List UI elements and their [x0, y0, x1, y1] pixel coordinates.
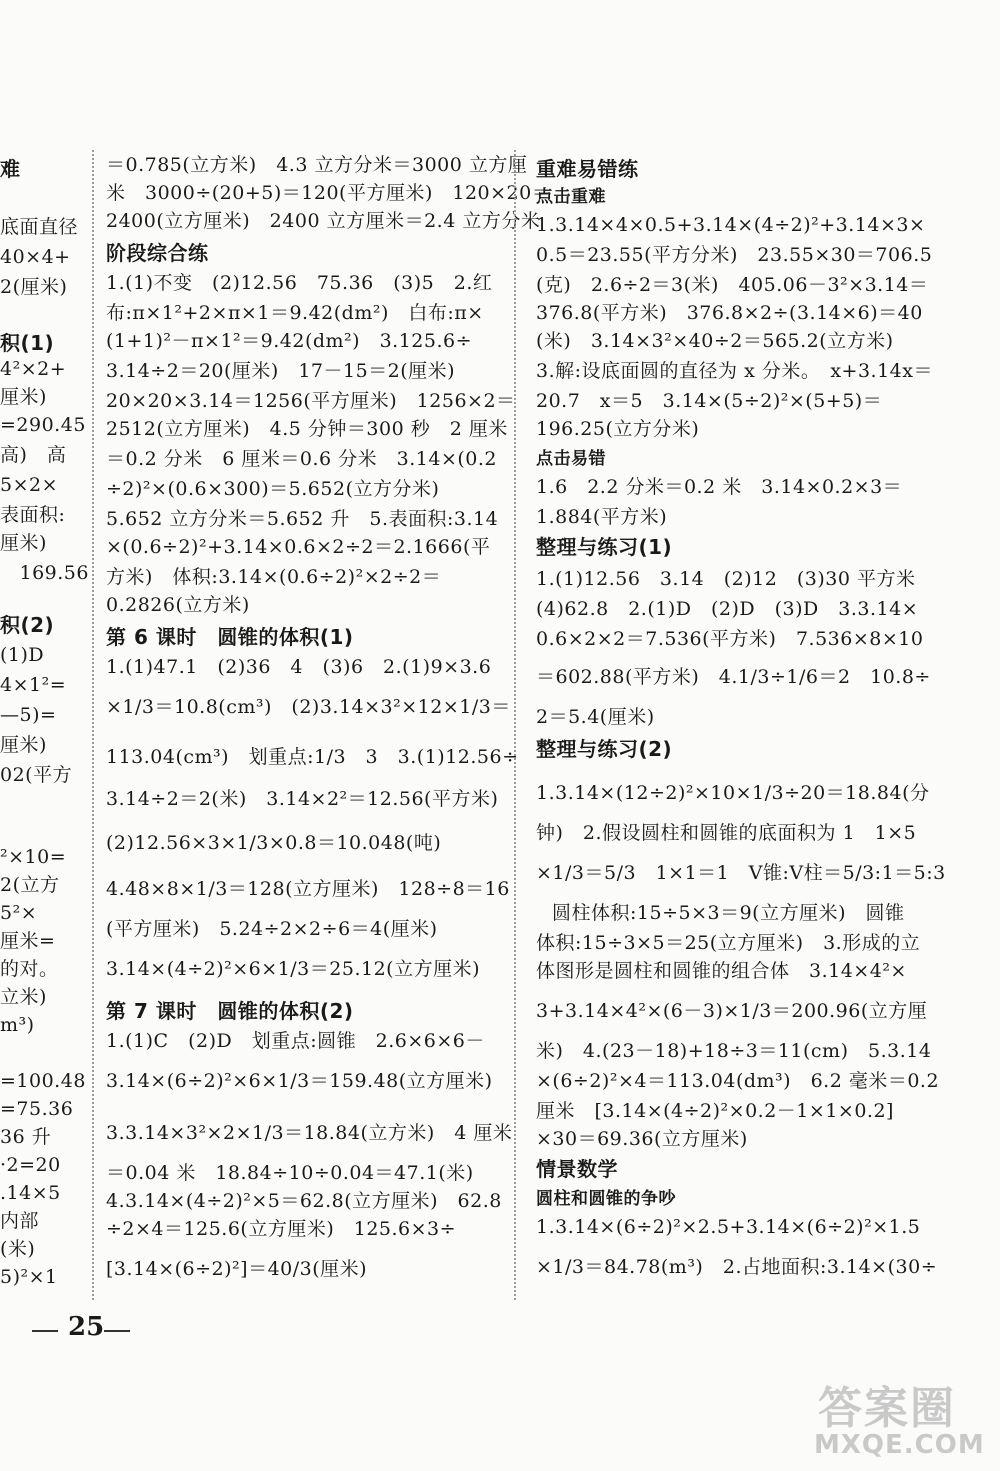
- text-line: 厘米): [0, 532, 47, 554]
- text-line: ×1/3＝10.8(cm³) (2)3.14×3²×12×1/3＝: [106, 696, 511, 718]
- text-line: 1.(1)47.1 (2)36 4 (3)6 2.(1)9×3.6: [106, 656, 492, 678]
- text-line: 内部: [0, 1210, 40, 1232]
- text-line: 36 升: [0, 1126, 52, 1148]
- text-line: 圆柱体积:15÷5×3＝9(立方厘米) 圆锥: [552, 902, 905, 924]
- text-line: 1.(1)不变 (2)12.56 75.36 (3)5 2.红: [106, 272, 493, 294]
- page-number-dash: [32, 1330, 58, 1332]
- text-line: 3+3.14×4²×(6－3)×1/3＝200.96(立方厘: [536, 1000, 928, 1022]
- text-line: 1.3.14×(6÷2)²×2.5+3.14×(6÷2)²×1.5: [536, 1216, 921, 1238]
- text-line: 的对。: [0, 958, 59, 980]
- text-line: 体图形是圆柱和圆锥的组合体 3.14×4²×: [536, 960, 907, 982]
- text-line: (克) 2.6÷2＝3(米) 405.06－3²×3.14＝: [536, 274, 929, 296]
- text-line: 难: [0, 157, 21, 181]
- text-line: ＝0.2 分米 6 厘米＝0.6 分米 3.14×(0.2: [106, 448, 497, 470]
- subsection-heading: 点击重难: [536, 187, 606, 207]
- text-line: [3.14×(6÷2)²]＝40/3(厘米): [106, 1258, 368, 1280]
- section-heading: 第 7 课时 圆锥的体积(2): [106, 999, 354, 1023]
- watermark-url: MXQE.COM: [814, 1430, 985, 1460]
- text-line: 196.25(立方分米): [536, 418, 700, 440]
- text-line: 米 3000÷(20+5)＝120(平方厘米) 120×20＝: [106, 182, 552, 204]
- text-line: ·2=20: [0, 1154, 61, 1176]
- section-heading: 阶段综合练: [106, 241, 209, 265]
- text-line: =290.45: [0, 414, 86, 436]
- text-line: 4×1²=: [0, 674, 67, 696]
- text-line: 2400(立方厘米) 2400 立方厘米＝2.4 立方分米: [106, 210, 541, 232]
- text-line: (4)62.8 2.(1)D (2)D (3)D 3.3.14×: [536, 598, 919, 620]
- text-line: 0.5＝23.55(平方分米) 23.55×30＝706.5: [536, 244, 933, 266]
- text-line: 5.652 立方分米＝5.652 升 5.表面积:3.14: [106, 508, 499, 530]
- text-line: 02(平方: [0, 764, 73, 786]
- text-line: ×30＝69.36(立方厘米): [536, 1128, 748, 1150]
- text-line: ÷2×4＝125.6(立方厘米) 125.6×3÷: [106, 1218, 457, 1240]
- text-line: .14×5: [0, 1182, 61, 1204]
- text-line: 4²×2+: [0, 358, 67, 380]
- text-line: ²×10=: [0, 846, 67, 868]
- section-heading: 第 6 课时 圆锥的体积(1): [106, 625, 354, 649]
- text-line: 40×4+: [0, 246, 71, 268]
- text-line: =100.48: [0, 1070, 86, 1092]
- page-number: 25: [68, 1312, 105, 1342]
- text-line: 376.8(平方米) 376.8×2÷(3.14×6)＝40: [536, 302, 923, 324]
- text-line: 3.14÷2＝20(厘米) 17－15＝2(厘米): [106, 360, 456, 382]
- text-line: 体积:15÷3×5＝25(立方厘米) 3.形成的立: [536, 932, 921, 954]
- column-divider: [514, 150, 516, 1300]
- text-line: —5)=: [0, 704, 57, 726]
- text-line: 5×2×: [0, 474, 59, 496]
- text-line: 2(立方: [0, 874, 60, 896]
- text-line: 1.(1)12.56 3.14 (2)12 (3)30 平方米: [536, 568, 916, 590]
- text-line: (1+1)²－π×1²＝9.42(dm²) 3.125.6÷: [106, 330, 473, 352]
- text-line: 3.14×(4÷2)²×6×1/3＝25.12(立方厘米): [106, 958, 480, 980]
- column-divider: [92, 150, 94, 1300]
- text-line: ＝0.04 米 18.84÷10÷0.04＝47.1(米): [106, 1162, 474, 1184]
- text-line: 积(1): [0, 331, 55, 355]
- text-line: 布:π×1²+2×π×1＝9.42(dm²) 白布:π×: [106, 302, 484, 324]
- text-line: 米) 4.(23－18)+18÷3＝11(cm) 5.3.14: [536, 1040, 932, 1062]
- text-line: ＝0.785(立方米) 4.3 立方分米＝3000 立方厘: [106, 154, 528, 176]
- watermark-logo: 答案圈: [818, 1383, 956, 1434]
- text-line: 113.04(cm³) 划重点:1/3 3 3.(1)12.56÷: [106, 746, 519, 768]
- text-line: 1.(1)C (2)D 划重点:圆锥 2.6×6×6－: [106, 1030, 485, 1052]
- text-line: 表面积:: [0, 504, 66, 526]
- text-line: 169.56: [0, 562, 89, 584]
- text-line: (米): [0, 1238, 36, 1260]
- page-number-dash: [104, 1330, 130, 1332]
- text-line: 厘米 [3.14×(4÷2)²×0.2－1×1×0.2]: [536, 1100, 894, 1122]
- text-line: (米) 3.14×3²×40÷2＝565.2(立方米): [536, 330, 894, 352]
- text-line: 2(厘米): [0, 276, 68, 298]
- text-line: 3.解:设底面圆的直径为 x 分米。 x+3.14x＝: [536, 360, 933, 382]
- text-line: m³): [0, 1014, 35, 1036]
- text-line: (1)D: [0, 644, 45, 666]
- text-line: ×(6÷2)²×4＝113.04(dm³) 6.2 毫米＝0.2: [536, 1070, 940, 1092]
- text-line: ×(0.6÷2)²+3.14×0.6×2÷2＝2.1666(平: [106, 536, 491, 558]
- text-line: 5²×: [0, 902, 38, 924]
- text-line: 积(2): [0, 613, 55, 637]
- text-line: 3.3.14×3²×2×1/3＝18.84(立方米) 4 厘米: [106, 1122, 513, 1144]
- text-line: 1.884(平方米): [536, 506, 668, 528]
- text-line: 1.3.14×(12÷2)²×10×1/3÷20＝18.84(分: [536, 782, 930, 804]
- text-line: ×1/3＝5/3 1×1＝1 V锥:V柱＝5/3:1＝5:3: [536, 862, 946, 884]
- text-line: (平方厘米) 5.24÷2×2÷6＝4(厘米): [106, 918, 438, 940]
- text-line: 厘米=: [0, 930, 56, 952]
- text-line: 厘米): [0, 386, 47, 408]
- subsection-heading: 圆柱和圆锥的争吵: [536, 1189, 676, 1209]
- text-line: ×1/3＝84.78(m³) 2.占地面积:3.14×(30÷: [536, 1256, 938, 1278]
- text-line: 2512(立方厘米) 4.5 分钟＝300 秒 2 厘米: [106, 418, 508, 440]
- text-line: 5)²×1: [0, 1266, 58, 1288]
- text-line: ÷2)²×(0.6×300)＝5.652(立方分米): [106, 478, 440, 500]
- section-heading: 整理与练习(2): [536, 737, 673, 761]
- text-line: 20×20×3.14＝1256(平方厘米) 1256×2＝: [106, 390, 516, 412]
- text-line: 4.3.14×(4÷2)²×5＝62.8(立方厘米) 62.8: [106, 1190, 502, 1212]
- subsection-heading: 点击易错: [536, 449, 606, 469]
- section-heading: 情景数学: [536, 1157, 618, 1181]
- text-line: (2)12.56×3×1/3×0.8＝10.048(吨): [106, 832, 442, 854]
- text-line: 立米): [0, 986, 47, 1008]
- text-line: 3.14×(6÷2)²×6×1/3＝159.48(立方厘米): [106, 1070, 493, 1092]
- text-line: 4.48×8×1/3＝128(立方厘米) 128÷8＝16: [106, 878, 510, 900]
- text-line: 方米) 体积:3.14×(0.6÷2)²×2÷2＝: [106, 566, 442, 588]
- text-line: 20.7 x＝5 3.14×(5÷2)²×(5+5)＝: [536, 390, 883, 412]
- text-line: 1.6 2.2 分米＝0.2 米 3.14×0.2×3＝: [536, 476, 903, 498]
- text-line: 高) 高: [0, 444, 67, 466]
- text-line: 0.6×2×2＝7.536(平方米) 7.536×8×10: [536, 628, 924, 650]
- text-line: 底面直径: [0, 216, 79, 238]
- text-line: 钟) 2.假设圆柱和圆锥的底面积为 1 1×5: [536, 822, 917, 844]
- text-line: 1.3.14×4×0.5+3.14×(4÷2)²+3.14×3×: [536, 214, 926, 236]
- text-line: 0.2826(立方米): [106, 594, 250, 616]
- text-line: 厘米): [0, 734, 47, 756]
- section-heading: 重难易错练: [536, 157, 639, 181]
- text-line: 3.14÷2＝2(米) 3.14×2²＝12.56(平方米): [106, 788, 499, 810]
- text-line: =75.36: [0, 1098, 74, 1120]
- text-line: ＝602.88(平方米) 4.1/3÷1/6＝2 10.8÷: [536, 666, 931, 688]
- section-heading: 整理与练习(1): [536, 535, 673, 559]
- text-line: 2＝5.4(厘米): [536, 706, 655, 728]
